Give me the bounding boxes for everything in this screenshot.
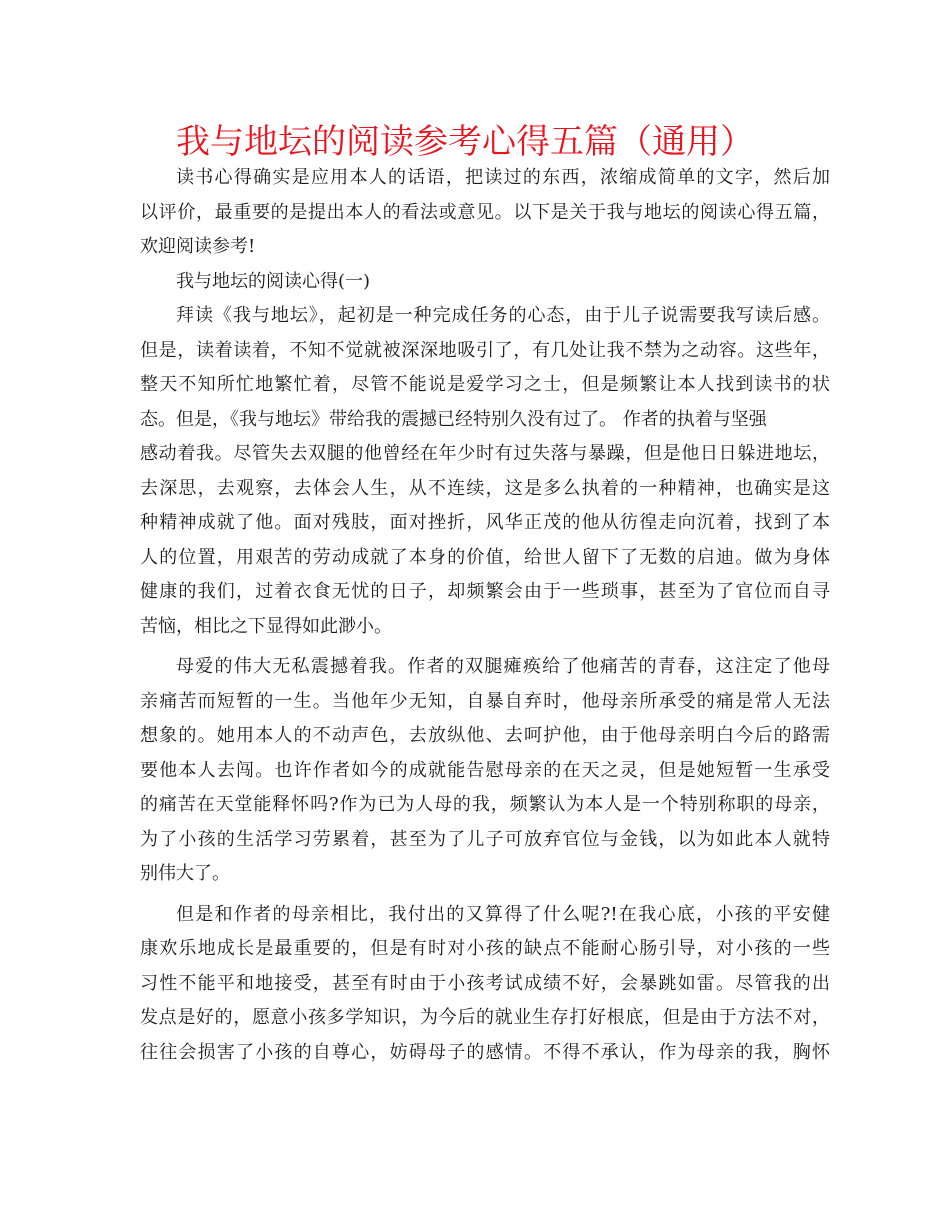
intro-paragraph bbox=[140, 161, 830, 265]
text-line: 要他本人去闯。也许作者如今的成就能告慰母亲的在天之灵，但是她短暂一生承受 bbox=[140, 759, 830, 781]
text-line: 想象的。她用本人的不动声色，去放纵他、去呵护他，由于他母亲明白今后的路需 bbox=[140, 725, 830, 746]
body-paragraph bbox=[140, 299, 830, 644]
text-line: 往往会损害了小孩的自尊心，妨碍母子的感情。不得不承认，作为母亲的我，胸怀 bbox=[140, 1041, 830, 1063]
text-line: 感动着我。尽管失去双腿的他曾经在年少时有过失落与暴躁，但是他日日躲进地坛， bbox=[140, 443, 830, 464]
section-heading bbox=[140, 265, 830, 300]
text-line: 欢迎阅读参考! bbox=[140, 236, 256, 257]
text-line: 但是和作者的母亲相比，我付出的又算得了什么呢?!在我心底，小孩的平安健 bbox=[176, 903, 830, 925]
text-line: 种精神成就了他。面对残肢，面对挫折，风华正茂的他从彷徨走向沉着，找到了本 bbox=[140, 512, 830, 533]
text-line: 苦恼，相比之下显得如此渺小。 bbox=[140, 615, 392, 637]
document-body bbox=[140, 161, 830, 1070]
text-line: 拜读《我与地坛》，起初是一种完成任务的心态，由于儿子说需要我写读后感。 bbox=[176, 305, 830, 326]
text-line: 健康的我们，过着衣食无忧的日子，却频繁会由于一些琐事，甚至为了官位而自寻 bbox=[140, 581, 830, 602]
body-paragraph bbox=[140, 898, 830, 1071]
text-line: 人的位置，用艰苦的劳动成就了本身的价值，给世人留下了无数的启迪。做为身体 bbox=[140, 546, 830, 568]
text-line: 去深思，去观察，去体会人生，从不连续，这是多么执着的一种精神，也确实是这 bbox=[140, 477, 830, 499]
text-line: 母爱的伟大无私震撼着我。作者的双腿瘫痪给了他痛苦的青春，这注定了他母 bbox=[176, 656, 830, 677]
text-line: 发点是好的，愿意小孩多学知识，为今后的就业生存打好根底，但是由于方法不对， bbox=[140, 1007, 830, 1028]
text-line: 的痛苦在天堂能释怀吗?作为已为人母的我，频繁认为本人是一个特别称职的母亲， bbox=[140, 794, 830, 815]
body-paragraph bbox=[140, 650, 830, 892]
page-title: 我与地坛的阅读参考心得五篇（通用） bbox=[176, 122, 754, 162]
text-line: 整天不知所忙地繁忙着，尽管不能说是爱学习之士，但是频繁让本人找到读书的状 bbox=[140, 374, 830, 395]
text-line: 态。但是，《我与地坛》带给我的震撼已经特别久没有过了。 作者的执着与坚强 bbox=[140, 408, 767, 430]
text-line: 但是，读着读着，不知不觉就被深深地吸引了，有几处让我不禁为之动容。这些年， bbox=[140, 339, 830, 361]
text-line: 别伟大了。 bbox=[140, 863, 230, 884]
section-heading-text: 我与地坛的阅读心得(一) bbox=[176, 270, 371, 292]
text-line: 为了小孩的生活学习劳累着，甚至为了儿子可放弃官位与金钱，以为如此本人就特 bbox=[140, 828, 830, 850]
text-line: 以评价，最重要的是提出本人的看法或意见。以下是关于我与地坛的阅读心得五篇， bbox=[140, 201, 830, 223]
text-line: 读书心得确实是应用本人的话语，把读过的东西，浓缩成简单的文字，然后加 bbox=[176, 167, 830, 188]
text-line: 习性不能平和地接受，甚至有时由于小孩考试成绩不好，会暴跳如雷。尽管我的出 bbox=[140, 972, 830, 994]
text-line: 康欢乐地成长是最重要的，但是有时对小孩的缺点不能耐心肠引导，对小孩的一些 bbox=[140, 938, 830, 959]
text-line: 亲痛苦而短暂的一生。当他年少无知，自暴自弃时，他母亲所承受的痛是常人无法 bbox=[140, 690, 830, 712]
